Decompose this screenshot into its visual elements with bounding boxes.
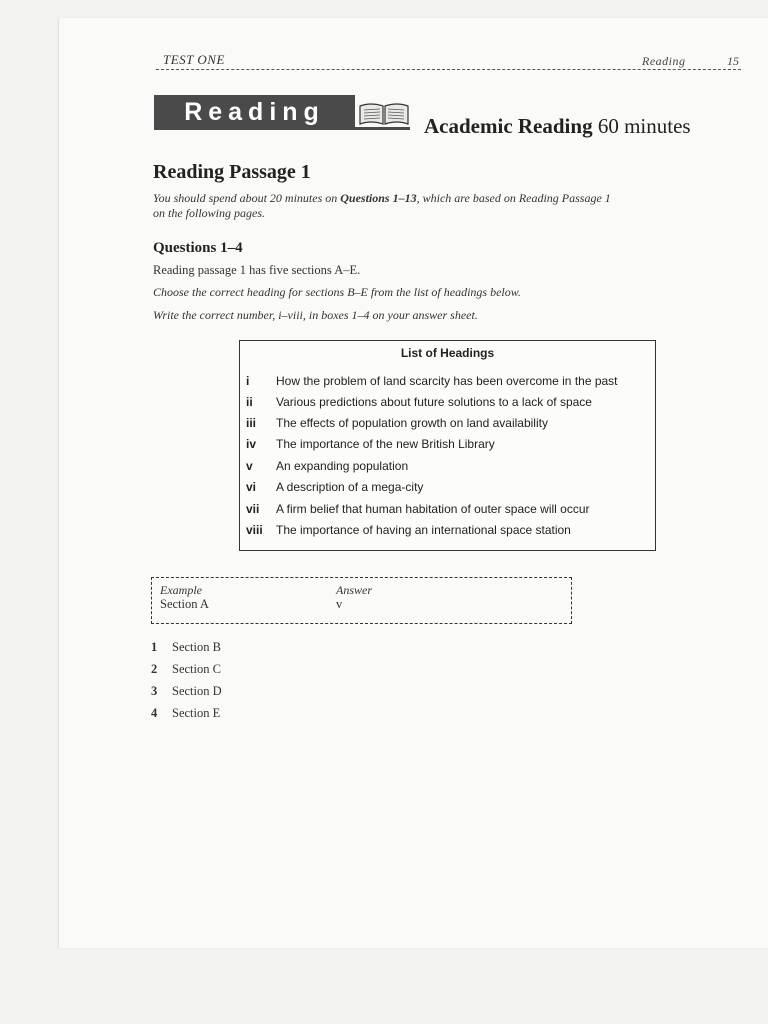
question-number: 4: [151, 706, 158, 720]
question-text: Section C: [172, 662, 221, 676]
heading-number: vii: [246, 502, 260, 516]
banner-underline: [355, 127, 410, 130]
question-item: [151, 706, 220, 721]
example-label: Example: [160, 583, 202, 597]
heading-number: ii: [246, 395, 253, 409]
heading-number: iii: [246, 416, 257, 430]
heading-text: The effects of population growth on land availability: [276, 416, 548, 430]
question-number: 3: [151, 684, 158, 698]
question-text: Section B: [172, 640, 221, 654]
heading-item: [246, 459, 408, 473]
heading-item: [246, 523, 571, 537]
answer-label: Answer: [336, 583, 372, 597]
heading-text: How the problem of land scarcity has been overcome in the past: [276, 374, 618, 388]
page-title: [424, 114, 691, 139]
question-item: [151, 662, 221, 677]
heading-item: [246, 502, 590, 516]
heading-text: An expanding population: [276, 459, 409, 473]
heading-text: The importance of the new British Library: [276, 437, 495, 451]
title-main: Academic Reading: [424, 114, 593, 138]
instruction-post: on the following pages.: [153, 206, 265, 220]
instruction-mid: , which are based on Reading Passage 1: [416, 191, 611, 205]
heading-item: [246, 416, 548, 430]
running-header-right: Reading: [642, 54, 686, 68]
heading-item: [246, 374, 618, 388]
heading-number: iv: [246, 437, 257, 451]
running-header-left: TEST ONE: [163, 52, 225, 67]
headings-box-title: List of Headings: [400, 346, 495, 360]
heading-number: viii: [246, 523, 263, 537]
passage-heading: Reading Passage 1: [153, 161, 311, 183]
heading-text: The importance of having an international space station: [276, 523, 571, 537]
heading-text: A description of a mega-city: [276, 480, 424, 494]
title-duration: 60 minutes: [597, 114, 691, 138]
question-item: [151, 640, 221, 655]
page-number: 15: [727, 54, 739, 68]
question-text: Section D: [172, 684, 222, 698]
example-answer: v: [336, 597, 343, 611]
heading-text: Various predictions about future solutions to a lack of space: [276, 395, 592, 409]
instruction-bold: Questions 1–13: [340, 191, 417, 205]
example-section: Section A: [160, 597, 209, 611]
header-rule: [156, 69, 741, 70]
section-banner: [154, 95, 355, 130]
headings-box: [239, 340, 656, 551]
instruction-pre: You should spend about 20 minutes on: [153, 191, 341, 205]
heading-number: v: [246, 459, 253, 473]
questions-line-3: Write the correct number, i–viii, in boxes 1–4 on your answer sheet.: [153, 308, 478, 322]
open-book-icon: [357, 100, 411, 127]
question-number: 2: [151, 662, 158, 676]
questions-line-2: Choose the correct heading for sections B–E from the list of headings below.: [153, 285, 521, 299]
questions-line-1: Reading passage 1 has five sections A–E.: [153, 263, 361, 277]
banner-label: Reading: [184, 98, 325, 126]
heading-text: A firm belief that human habitation of outer space will occur: [276, 502, 590, 516]
question-number: 1: [151, 640, 158, 654]
passage-instruction: [153, 191, 673, 221]
questions-heading: Questions 1–4: [153, 240, 243, 256]
heading-item: [246, 437, 495, 451]
question-item: [151, 684, 222, 699]
heading-number: vi: [246, 480, 257, 494]
heading-number: i: [246, 374, 250, 388]
heading-item: [246, 395, 592, 409]
question-text: Section E: [172, 706, 221, 720]
heading-item: [246, 480, 423, 494]
